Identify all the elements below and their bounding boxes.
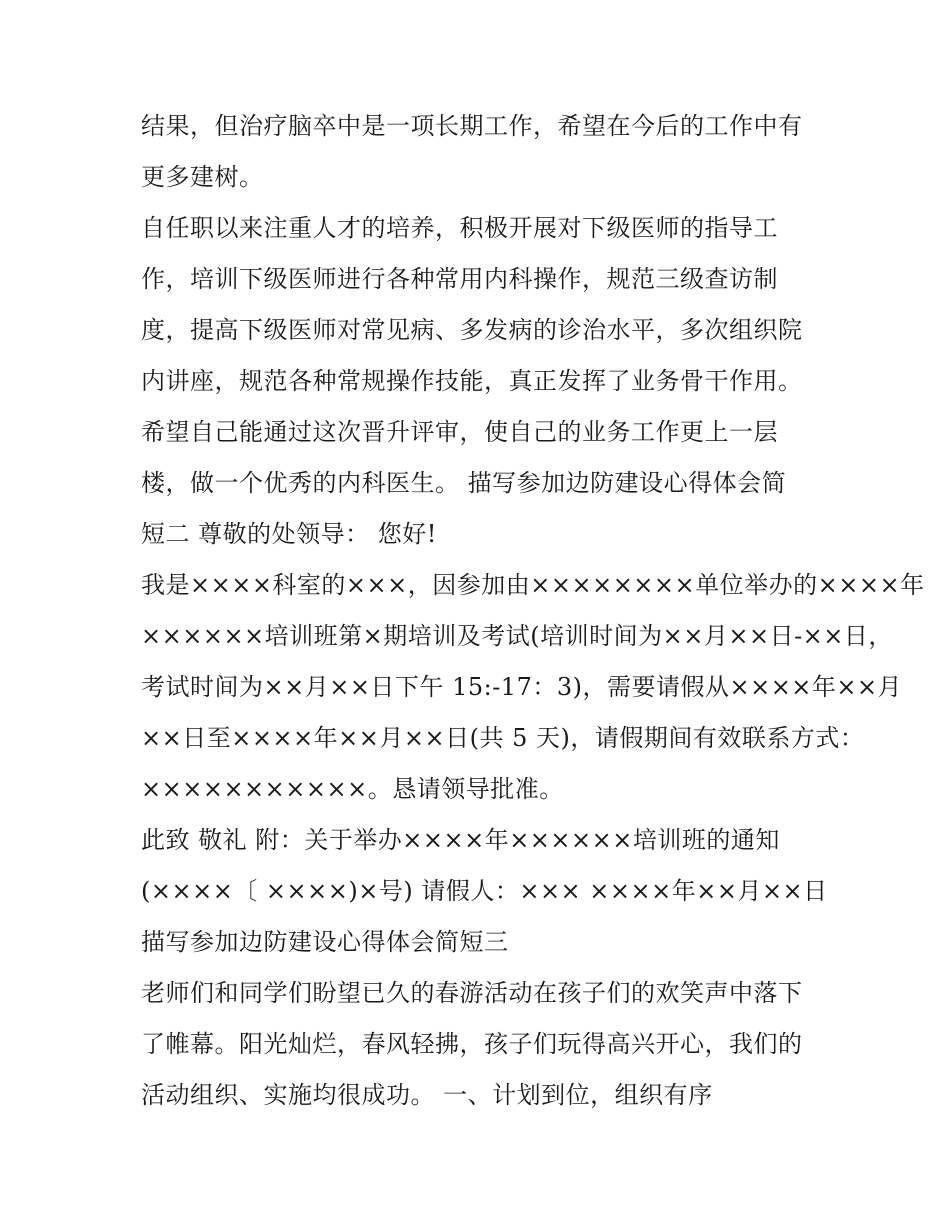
text-line: 我是××××科室的×××，因参加由××××××××单位举办的××××年 [141, 571, 925, 599]
text-line: 自任职以来注重人才的培养，积极开展对下级医师的指导工 [141, 214, 778, 242]
text-line: 内讲座，规范各种常规操作技能，真正发挥了业务骨干作用。 [141, 367, 803, 395]
text-line: 短二 尊敬的处领导： 您好! [141, 520, 437, 548]
text-line: 作，培训下级医师进行各种常用内科操作，规范三级查访制 [141, 265, 778, 293]
section-heading: 描写参加边防建设心得体会简短三 [141, 928, 509, 956]
text-line: 老师们和同学们盼望已久的春游活动在孩子们的欢笑声中落下 [141, 979, 803, 1007]
text-line: ×××××××××××。恳请领导批准。 [141, 775, 564, 803]
text-line: 度，提高下级医师对常见病、多发病的诊治水平，多次组织院 [141, 316, 803, 344]
text-line: 楼，做一个优秀的内科医生。 描写参加边防建设心得体会简 [141, 469, 787, 497]
text-line: 结果，但治疗脑卒中是一项长期工作，希望在今后的工作中有 [141, 112, 803, 140]
text-line: 考试时间为××月××日下午 15:-17：3)，需要请假从××××年××月 [141, 673, 903, 701]
text-line: 活动组织、实施均很成功。 一、计划到位，组织有序 [141, 1081, 713, 1109]
text-line: ××日至××××年××月××日(共 5 天)，请假期间有效联系方式： [141, 724, 865, 752]
text-line: ××××××培训班第×期培训及考试(培训时间为××月××日-××日， [141, 622, 893, 650]
text-line: 希望自己能通过这次晋升评审，使自己的业务工作更上一层 [141, 418, 778, 446]
text-line: (××××〔 ××××)×号) 请假人：××× ××××年××月××日 [141, 877, 828, 905]
text-line: 更多建树。 [141, 163, 264, 191]
text-line: 此致 敬礼 附：关于举办××××年××××××培训班的通知 [141, 826, 780, 854]
text-line: 了帷幕。阳光灿烂，春风轻拂，孩子们玩得高兴开心，我们的 [141, 1030, 803, 1058]
document-body [141, 101, 925, 1121]
